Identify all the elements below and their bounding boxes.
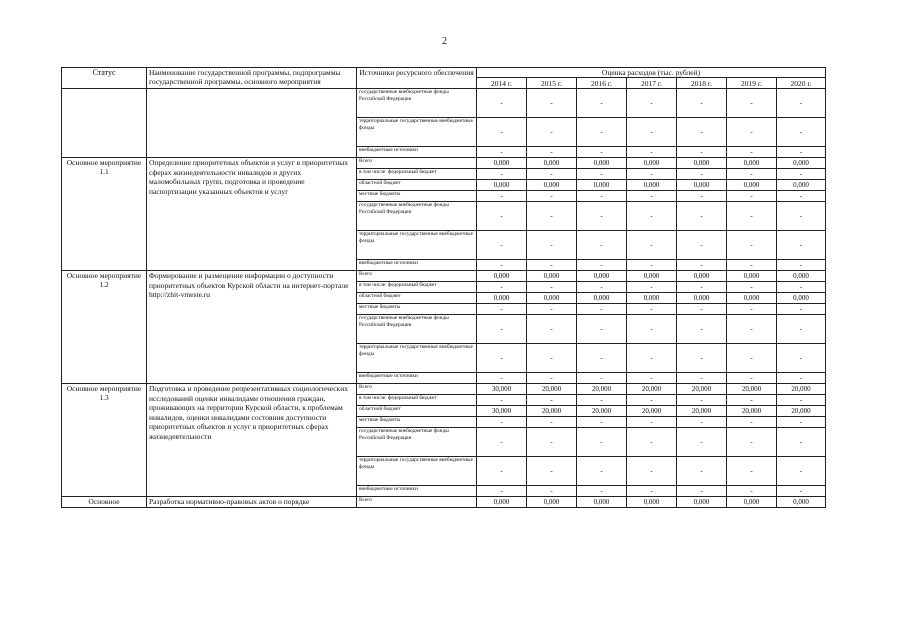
value-cell: - [727, 315, 777, 344]
value-cell: - [527, 304, 577, 315]
value-cell: - [627, 417, 677, 428]
value-cell: 30,000 [477, 406, 527, 417]
value-cell: - [577, 395, 627, 406]
value-cell: - [727, 282, 777, 293]
value-cell: - [677, 282, 727, 293]
program-name-cell: Подготовка и проведение репрезентативных социологических исследований оценки инвалидами отношения граждан, проживающих на территории Курской области, к проблемам инвалидов, оценки инвалидами состояния доступности приоритетных объектов и услуг в приоритетных сферах жизнедеятельности [147, 384, 357, 497]
header-status: Статус [62, 68, 147, 89]
value-cell: 0,000 [777, 180, 826, 191]
table-row [62, 384, 826, 395]
value-cell: 0,000 [527, 271, 577, 282]
value-cell: - [677, 169, 727, 180]
value-cell: - [727, 457, 777, 486]
value-cell: - [477, 373, 527, 384]
table-row [62, 497, 826, 508]
value-cell: - [677, 315, 727, 344]
value-cell: 0,000 [477, 158, 527, 169]
value-cell: 0,000 [527, 180, 577, 191]
value-cell: - [577, 231, 627, 260]
value-cell: - [727, 486, 777, 497]
value-cell: 0,000 [577, 180, 627, 191]
source-cell: в том числе: федеральный бюджет [357, 169, 477, 180]
value-cell: 0,000 [777, 271, 826, 282]
source-cell: областной бюджет [357, 293, 477, 304]
value-cell: - [677, 428, 727, 457]
source-cell: Всего [357, 497, 477, 508]
value-cell: 20,000 [577, 384, 627, 395]
value-cell: - [577, 147, 627, 158]
value-cell: - [577, 428, 627, 457]
value-cell: - [777, 395, 826, 406]
value-cell: - [727, 260, 777, 271]
value-cell: - [577, 260, 627, 271]
value-cell: 0,000 [777, 158, 826, 169]
value-cell: - [527, 486, 577, 497]
value-cell: 0,000 [777, 497, 826, 508]
value-cell: - [777, 231, 826, 260]
value-cell: - [777, 89, 826, 118]
value-cell: - [777, 202, 826, 231]
source-cell: государственные внебюджетные фонды Российской Федерации [357, 315, 477, 344]
value-cell: - [727, 147, 777, 158]
value-cell: - [477, 202, 527, 231]
table-body [62, 89, 826, 508]
value-cell: - [527, 169, 577, 180]
value-cell: - [527, 395, 577, 406]
source-cell: территориальные государственные внебюджетные фонды [357, 344, 477, 373]
table-row [62, 271, 826, 282]
value-cell: - [627, 191, 677, 202]
value-cell: - [527, 282, 577, 293]
source-cell: в том числе: федеральный бюджет [357, 395, 477, 406]
source-cell: внебюджетные источники [357, 147, 477, 158]
value-cell: 0,000 [777, 293, 826, 304]
value-cell: 0,000 [727, 271, 777, 282]
header-sources: Источники ресурсного обеспечения [357, 68, 477, 89]
value-cell: 0,000 [627, 293, 677, 304]
value-cell: - [527, 373, 577, 384]
source-cell: территориальные государственные внебюджетные фонды [357, 118, 477, 147]
value-cell: - [777, 169, 826, 180]
value-cell: - [627, 315, 677, 344]
value-cell: - [577, 457, 627, 486]
value-cell: - [777, 147, 826, 158]
value-cell: 0,000 [577, 271, 627, 282]
value-cell: - [677, 395, 727, 406]
value-cell: 0,000 [577, 497, 627, 508]
status-cell: Основное мероприятие 1.2 [62, 271, 147, 384]
status-cell: Основное мероприятие 1.1 [62, 158, 147, 271]
value-cell: - [627, 147, 677, 158]
value-cell: - [527, 202, 577, 231]
value-cell: 0,000 [527, 158, 577, 169]
value-cell: - [677, 417, 727, 428]
value-cell: - [577, 202, 627, 231]
value-cell: - [677, 486, 727, 497]
value-cell: - [477, 260, 527, 271]
source-cell: Всего [357, 158, 477, 169]
value-cell: 20,000 [677, 406, 727, 417]
value-cell: - [627, 486, 677, 497]
value-cell: - [677, 457, 727, 486]
header-year: 2016 г. [577, 78, 627, 89]
value-cell: 20,000 [627, 384, 677, 395]
value-cell: - [627, 118, 677, 147]
value-cell: 0,000 [677, 271, 727, 282]
value-cell: 0,000 [477, 497, 527, 508]
value-cell: - [627, 304, 677, 315]
value-cell: - [777, 486, 826, 497]
value-cell: - [627, 457, 677, 486]
program-name-cell: Определение приоритетных объектов и услуг в приоритетных сферах жизнедеятельности инвалидов и других маломобильных групп, подготовка и проведение паспортизации указанных объектов и услуг [147, 158, 357, 271]
value-cell: - [627, 428, 677, 457]
value-cell: - [477, 457, 527, 486]
value-cell: 0,000 [727, 180, 777, 191]
value-cell: - [677, 304, 727, 315]
status-cell: Основное мероприятие 1.3 [62, 384, 147, 497]
value-cell: - [527, 457, 577, 486]
program-name-cell: Формирование и размещение информации о доступности приоритетных объектов Курской области на интернет-портале http://zhit-vmeste.ru [147, 271, 357, 384]
source-cell: внебюджетные источники [357, 260, 477, 271]
value-cell: 20,000 [527, 384, 577, 395]
value-cell: - [677, 373, 727, 384]
value-cell: 0,000 [677, 158, 727, 169]
value-cell: - [477, 428, 527, 457]
page-number: 2 [442, 36, 447, 47]
value-cell: - [627, 282, 677, 293]
value-cell: - [727, 373, 777, 384]
source-cell: государственные внебюджетные фонды Российской Федерации [357, 89, 477, 118]
status-cell [62, 89, 147, 158]
value-cell: - [477, 169, 527, 180]
value-cell: - [477, 89, 527, 118]
value-cell: 0,000 [677, 293, 727, 304]
value-cell: - [677, 231, 727, 260]
value-cell: - [727, 395, 777, 406]
value-cell: - [777, 417, 826, 428]
value-cell: - [577, 344, 627, 373]
value-cell: - [727, 202, 777, 231]
value-cell: - [777, 315, 826, 344]
value-cell: - [527, 428, 577, 457]
value-cell: 0,000 [477, 293, 527, 304]
value-cell: - [477, 395, 527, 406]
program-name-cell [147, 89, 357, 158]
value-cell: - [477, 315, 527, 344]
value-cell: - [777, 373, 826, 384]
value-cell: - [727, 191, 777, 202]
table-header [62, 68, 826, 89]
source-cell: местные бюджеты [357, 304, 477, 315]
status-cell: Основное [62, 497, 147, 508]
source-cell: местные бюджеты [357, 417, 477, 428]
value-cell: - [677, 191, 727, 202]
source-cell: территориальные государственные внебюджетные фонды [357, 231, 477, 260]
header-year: 2019 г. [727, 78, 777, 89]
value-cell: - [727, 428, 777, 457]
value-cell: - [577, 373, 627, 384]
header-year: 2014 г. [477, 78, 527, 89]
source-cell: государственные внебюджетные фонды Российской Федерации [357, 428, 477, 457]
value-cell: 30,000 [477, 384, 527, 395]
value-cell: - [777, 344, 826, 373]
budget-table [61, 67, 826, 508]
program-name-cell: Разработка нормативно-правовых актов о порядке [147, 497, 357, 508]
value-cell: - [677, 202, 727, 231]
value-cell: - [577, 417, 627, 428]
header-program-name: Наименование государственной программы, подпрограммы государственной программы, основного мероприятия [147, 68, 357, 89]
value-cell: - [477, 147, 527, 158]
value-cell: 20,000 [777, 406, 826, 417]
source-cell: областной бюджет [357, 406, 477, 417]
value-cell: - [627, 169, 677, 180]
value-cell: - [577, 169, 627, 180]
value-cell: - [777, 457, 826, 486]
value-cell: - [777, 428, 826, 457]
value-cell: - [477, 344, 527, 373]
value-cell: - [477, 304, 527, 315]
value-cell: - [527, 417, 577, 428]
header-year: 2020 г. [777, 78, 826, 89]
table-row [62, 158, 826, 169]
value-cell: 20,000 [777, 384, 826, 395]
source-cell: государственные внебюджетные фонды Российской Федерации [357, 202, 477, 231]
value-cell: - [727, 344, 777, 373]
value-cell: - [527, 231, 577, 260]
value-cell: - [527, 191, 577, 202]
value-cell: - [477, 118, 527, 147]
value-cell: - [477, 231, 527, 260]
value-cell: - [777, 304, 826, 315]
value-cell: 0,000 [577, 158, 627, 169]
source-cell: местные бюджеты [357, 191, 477, 202]
value-cell: - [627, 260, 677, 271]
value-cell: - [527, 89, 577, 118]
value-cell: 0,000 [677, 497, 727, 508]
value-cell: - [577, 486, 627, 497]
value-cell: - [577, 304, 627, 315]
value-cell: 20,000 [727, 406, 777, 417]
header-row [62, 68, 826, 78]
source-cell: областной бюджет [357, 180, 477, 191]
value-cell: - [577, 282, 627, 293]
value-cell: 0,000 [577, 293, 627, 304]
value-cell: 0,000 [627, 180, 677, 191]
value-cell: 0,000 [677, 180, 727, 191]
value-cell: 0,000 [727, 158, 777, 169]
value-cell: - [777, 282, 826, 293]
header-cost-estimate: Оценка расходов (тыс. рублей) [477, 68, 826, 78]
value-cell: - [527, 118, 577, 147]
value-cell: - [777, 260, 826, 271]
value-cell: - [527, 147, 577, 158]
value-cell: - [727, 304, 777, 315]
source-cell: внебюджетные источники [357, 373, 477, 384]
value-cell: - [627, 395, 677, 406]
value-cell: 0,000 [727, 293, 777, 304]
header-year: 2018 г. [677, 78, 727, 89]
value-cell: - [577, 118, 627, 147]
value-cell: - [477, 191, 527, 202]
value-cell: - [677, 147, 727, 158]
value-cell: 0,000 [727, 497, 777, 508]
value-cell: - [727, 417, 777, 428]
value-cell: - [477, 486, 527, 497]
value-cell: - [677, 344, 727, 373]
value-cell: 0,000 [477, 180, 527, 191]
value-cell: - [777, 191, 826, 202]
value-cell: - [527, 260, 577, 271]
value-cell: 0,000 [477, 271, 527, 282]
value-cell: 20,000 [727, 384, 777, 395]
value-cell: - [627, 202, 677, 231]
source-cell: Всего [357, 384, 477, 395]
value-cell: - [627, 373, 677, 384]
header-year: 2015 г. [527, 78, 577, 89]
value-cell: - [677, 260, 727, 271]
table-row [62, 89, 826, 118]
value-cell: 20,000 [577, 406, 627, 417]
value-cell: - [677, 89, 727, 118]
value-cell: - [677, 118, 727, 147]
value-cell: - [627, 89, 677, 118]
value-cell: - [627, 231, 677, 260]
value-cell: - [577, 191, 627, 202]
value-cell: - [727, 89, 777, 118]
value-cell: - [777, 118, 826, 147]
source-cell: в том числе: федеральный бюджет [357, 282, 477, 293]
value-cell: 0,000 [627, 158, 677, 169]
value-cell: - [727, 231, 777, 260]
source-cell: внебюджетные источники [357, 486, 477, 497]
value-cell: 0,000 [627, 497, 677, 508]
value-cell: 20,000 [677, 384, 727, 395]
value-cell: - [727, 169, 777, 180]
value-cell: - [527, 344, 577, 373]
value-cell: 0,000 [527, 497, 577, 508]
value-cell: 20,000 [527, 406, 577, 417]
value-cell: - [627, 344, 677, 373]
value-cell: 0,000 [627, 271, 677, 282]
value-cell: - [477, 417, 527, 428]
source-cell: территориальные государственные внебюджетные фонды [357, 457, 477, 486]
value-cell: - [727, 118, 777, 147]
value-cell: - [577, 315, 627, 344]
value-cell: 20,000 [627, 406, 677, 417]
source-cell: Всего [357, 271, 477, 282]
value-cell: - [477, 282, 527, 293]
header-year: 2017 г. [627, 78, 677, 89]
value-cell: - [527, 315, 577, 344]
value-cell: - [577, 89, 627, 118]
value-cell: 0,000 [527, 293, 577, 304]
